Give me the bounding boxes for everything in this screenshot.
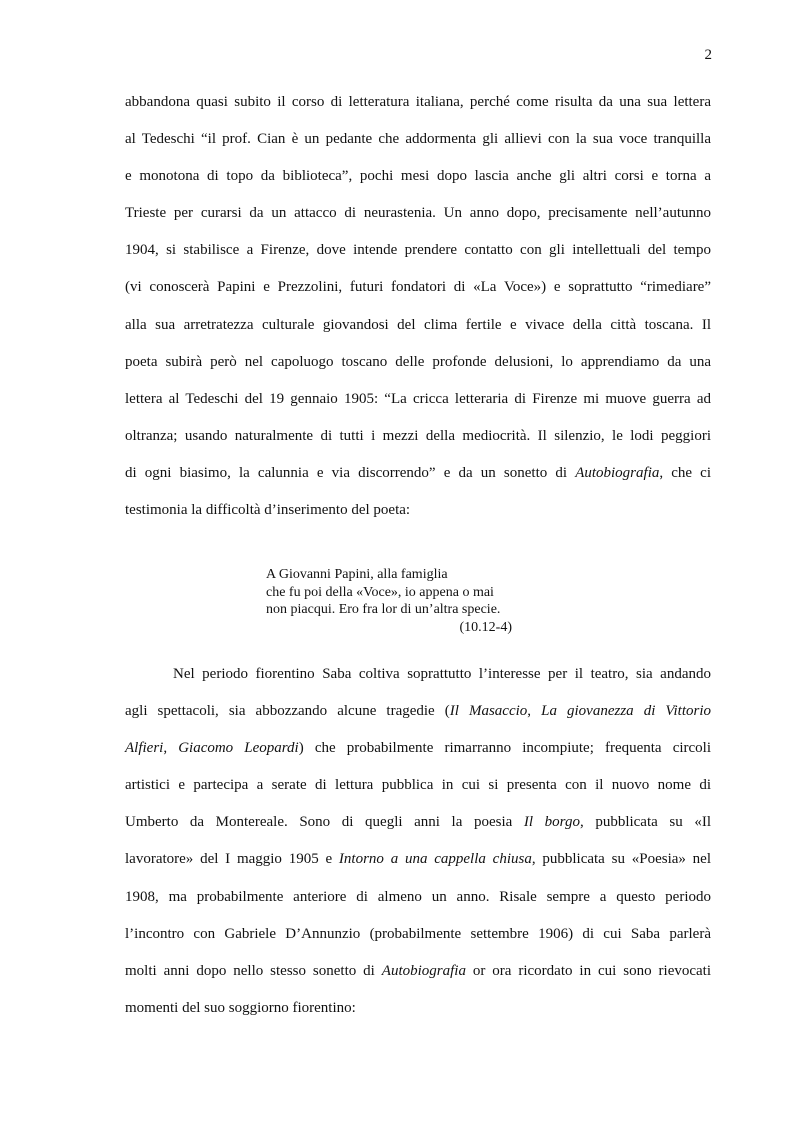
italic-title: Intorno a una cappella chiusa bbox=[338, 851, 532, 868]
page-number: 2 bbox=[704, 47, 712, 63]
text-segment: ) che probabilmente rimarranno incompiute; frequenta circoli bbox=[298, 740, 712, 757]
text-line bbox=[125, 730, 711, 767]
text-line bbox=[125, 693, 711, 730]
paragraph-2 bbox=[125, 656, 711, 1027]
text-line: oltranza; usando naturalmente di tutti i mezzi della mediocrità. Il silenzio, le lodi peggiori bbox=[125, 427, 711, 444]
text-line bbox=[125, 841, 711, 878]
text-line bbox=[125, 455, 711, 492]
verse-line: A Giovanni Papini, alla famiglia bbox=[266, 567, 448, 582]
text-line: Trieste per curarsi da un attacco di neurastenia. Un anno dopo, precisamente nell’autunno bbox=[125, 205, 711, 222]
italic-title: Giacomo Leopardi bbox=[178, 740, 299, 757]
text-line: alla sua arretratezza culturale giovandosi del clima fertile e vivace della città toscana. Il bbox=[125, 316, 711, 333]
text-line: Nel periodo fiorentino Saba coltiva soprattutto l’interesse per il teatro, sia andando bbox=[173, 666, 711, 682]
italic-title: Autobiografia bbox=[575, 464, 660, 481]
verse-reference: (10.12-4) bbox=[459, 619, 512, 635]
text-segment: , che ci bbox=[659, 464, 712, 481]
text-line: 1908, ma probabilmente anteriore di almeno un anno. Risale sempre a questo periodo bbox=[125, 888, 711, 905]
text-line bbox=[125, 953, 711, 990]
text-segment: , pubblicata su «Poesia» nel bbox=[531, 851, 711, 868]
text-line: momenti del suo soggiorno fiorentino: bbox=[125, 999, 356, 1016]
text-line: poeta subirà però nel capoluogo toscano delle profonde delusioni, lo apprendiamo da una bbox=[125, 353, 711, 370]
text-segment: , bbox=[163, 740, 179, 757]
text-line: l’incontro con Gabriele D’Annunzio (probabilmente settembre 1906) di cui Saba parlerà bbox=[125, 925, 711, 942]
text-segment: , pubblicata su «Il bbox=[579, 814, 711, 831]
italic-title: Alfieri bbox=[125, 740, 164, 757]
text-line: lettera al Tedeschi del 19 gennaio 1905: “La cricca letteraria di Firenze mi muove guerra ad bbox=[125, 390, 711, 407]
text-line: testimonia la difficoltà d’inserimento del poeta: bbox=[125, 502, 411, 519]
text-line bbox=[125, 804, 711, 841]
text-line: abbandona quasi subito il corso di letteratura italiana, perché come risulta da una sua lettera bbox=[125, 94, 711, 110]
verse-line: che fu poi della «Voce», io appena o mai bbox=[266, 584, 494, 600]
text-segment: or ora ricordato in cui sono rievocati bbox=[465, 962, 711, 979]
verse-line: non piacqui. Ero fra lor di un’altra specie. bbox=[266, 602, 501, 617]
verse-quotation bbox=[266, 566, 512, 636]
text-segment: molti anni dopo nello stesso sonetto di bbox=[125, 962, 382, 979]
text-segment: di ogni biasimo, la calunnia e via discorrendo” e da un sonetto di bbox=[125, 464, 576, 481]
text-line: artistici e partecipa a serate di lettura pubblica in cui si presenta con il nuovo nome di bbox=[125, 777, 711, 794]
text-segment: Umberto da Montereale. Sono di quegli anni la poesia bbox=[125, 814, 524, 831]
italic-title: Il borgo bbox=[523, 814, 580, 831]
italic-title: Autobiografia bbox=[381, 962, 466, 979]
text-segment: , bbox=[527, 703, 542, 720]
paragraph-1 bbox=[125, 84, 711, 529]
text-line: al Tedeschi “il prof. Cian è un pedante che addormenta gli allievi con la sua voce tranquilla bbox=[125, 131, 711, 148]
italic-title: La giovanezza di Vittorio bbox=[541, 703, 711, 720]
text-segment: lavoratore» del I maggio 1905 e bbox=[125, 851, 339, 868]
text-segment: agli spettacoli, sia abbozzando alcune tragedie ( bbox=[125, 703, 450, 720]
text-line: (vi conoscerà Papini e Prezzolini, futuri fondatori di «La Voce») e soprattutto “rimediare” bbox=[125, 279, 711, 296]
text-line: 1904, si stabilisce a Firenze, dove intende prendere contatto con gli intellettuali del tempo bbox=[125, 242, 711, 259]
text-line: e monotona di topo da biblioteca”, pochi mesi dopo lascia anche gli altri corsi e torna a bbox=[125, 168, 711, 185]
italic-title: Il Masaccio bbox=[449, 703, 528, 720]
